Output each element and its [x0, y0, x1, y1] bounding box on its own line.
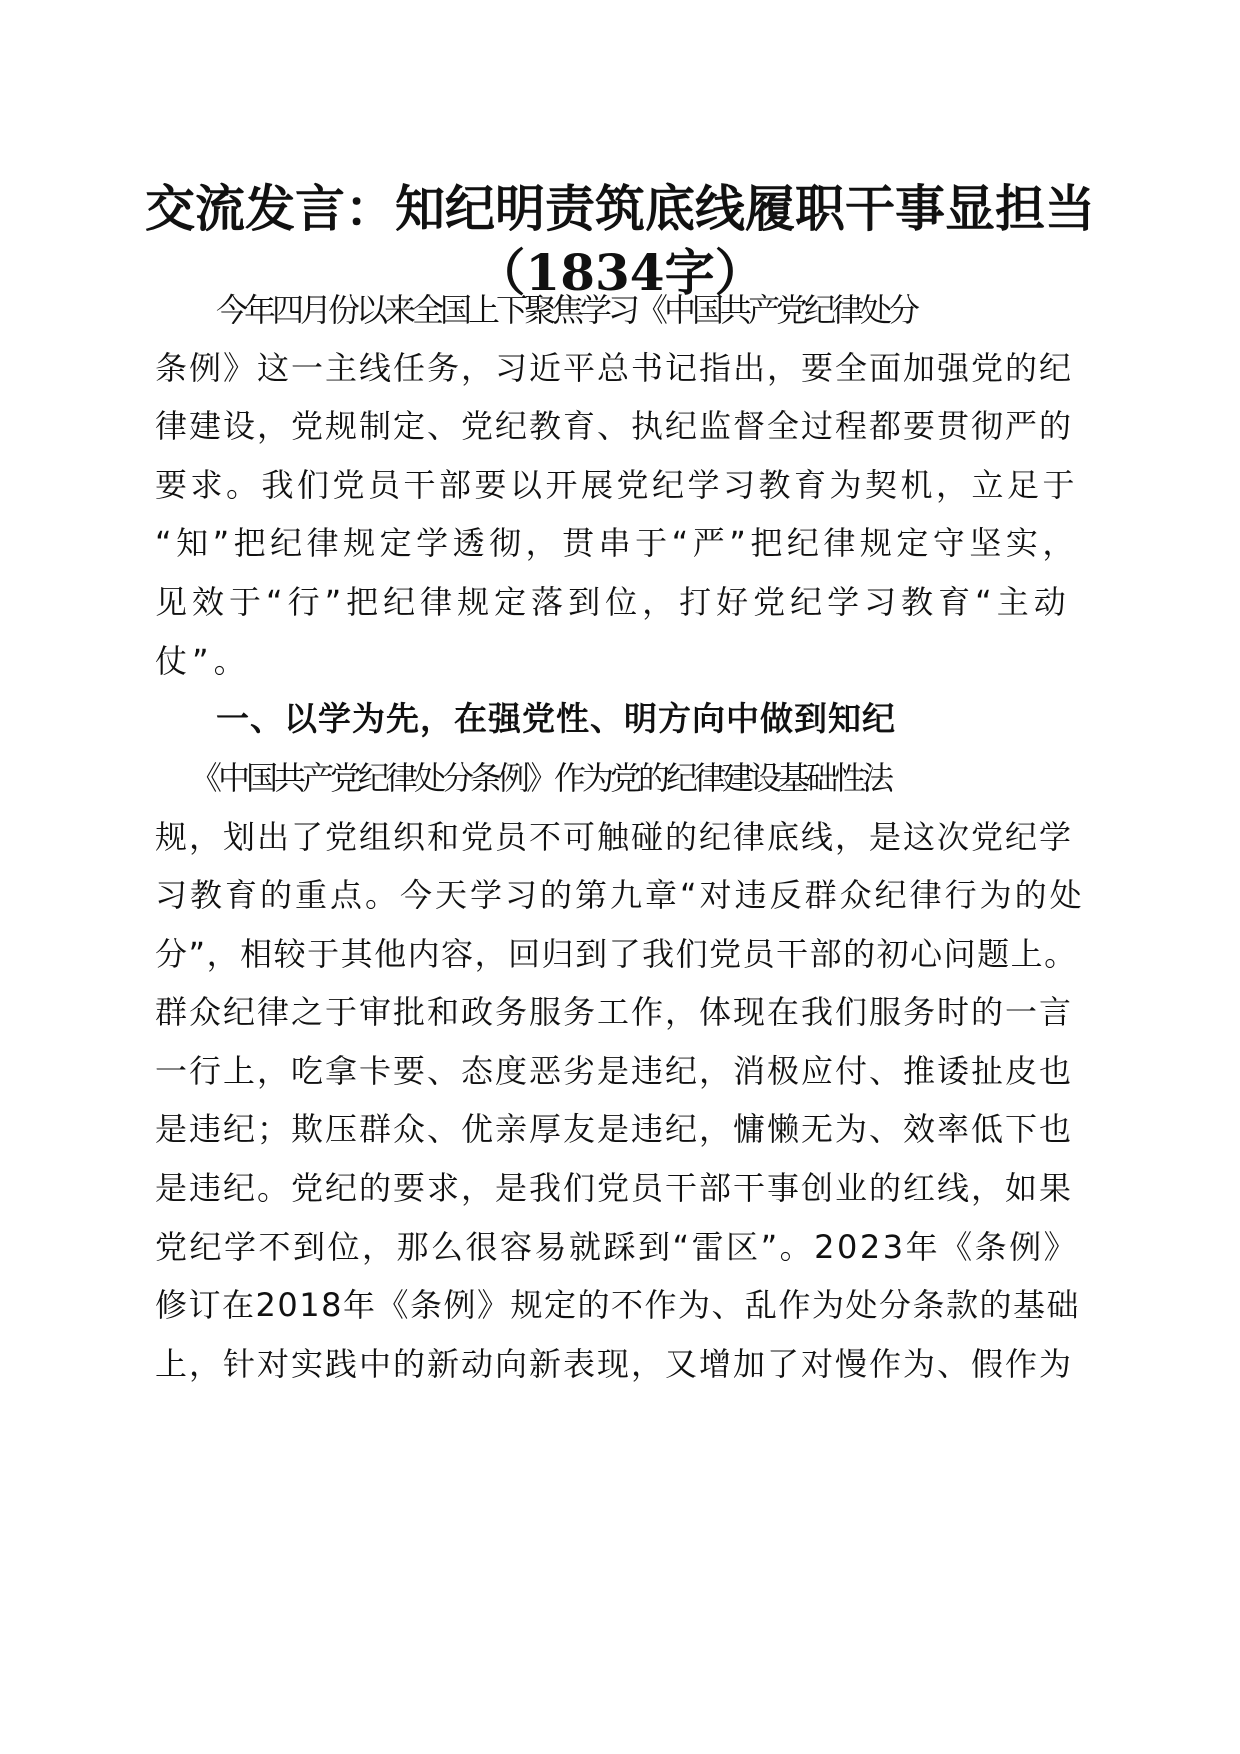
paragraph2-line: 上，针对实践中的新动向新表现，又增加了对慢作为、假作为: [155, 1345, 1074, 1383]
paragraph1-line: “知”把纪律规定学透彻，贯串于“严”把纪律规定守坚实，: [155, 524, 1079, 562]
paragraph2-line: 是违纪。党纪的要求，是我们党员干部干事创业的红线，如果: [155, 1169, 1074, 1207]
paragraph2-line: 是违纪；欺压群众、优亲厚友是违纪，慵懒无为、效率低下也: [155, 1110, 1074, 1148]
document-title: 交流发言：知纪明责筑底线履职干事显担当: [145, 179, 1095, 238]
paragraph1-line: 条例》这一主线任务，习近平总书记指出，要全面加强党的纪: [155, 349, 1074, 387]
paragraph1-line: 要求。我们党员干部要以开展党纪学习教育为契机，立足于: [155, 466, 1079, 504]
paragraph2-line: 党纪学不到位，那么很容易就踩到“雷区”。2023年《条例》: [155, 1228, 1079, 1266]
section-heading: 一、以学为先，在强党性、明方向中做到知纪: [216, 699, 896, 738]
paragraph1-line: 今年四月份以来全国上下聚焦学习《中国共产党纪律处分: [216, 291, 917, 329]
paragraph2-line: 分”，相较于其他内容，回归到了我们党员干部的初心问题上。: [155, 935, 1078, 973]
paragraph2-line: 规，划出了党组织和党员不可触碰的纪律底线，是这次党纪学: [155, 818, 1074, 856]
paragraph2-line: 习教育的重点。今天学习的第九章“对违反群众纪律行为的处: [155, 876, 1085, 914]
paragraph2-line: 一行上，吃拿卡要、态度恶劣是违纪，消极应付、推诿扯皮也: [155, 1052, 1074, 1090]
paragraph2-line: 群众纪律之于审批和政务服务工作，体现在我们服务时的一言: [155, 993, 1074, 1031]
paragraph2-line: 《中国共产党纪律处分条例》作为党的纪律建设基础性法: [190, 759, 891, 797]
paragraph1-line: 律建设，党规制定、党纪教育、执纪监督全过程都要贯彻严的: [155, 407, 1074, 445]
paragraph2-line: 修订在2018年《条例》规定的不作为、乱作为处分条款的基础: [155, 1286, 1080, 1324]
paragraph1-line: 仗”。: [155, 642, 251, 680]
paragraph1-line: 见效于“行”把纪律规定落到位，打好党纪学习教育“主动: [155, 583, 1071, 621]
document-word-count: （1834字）: [475, 243, 765, 302]
